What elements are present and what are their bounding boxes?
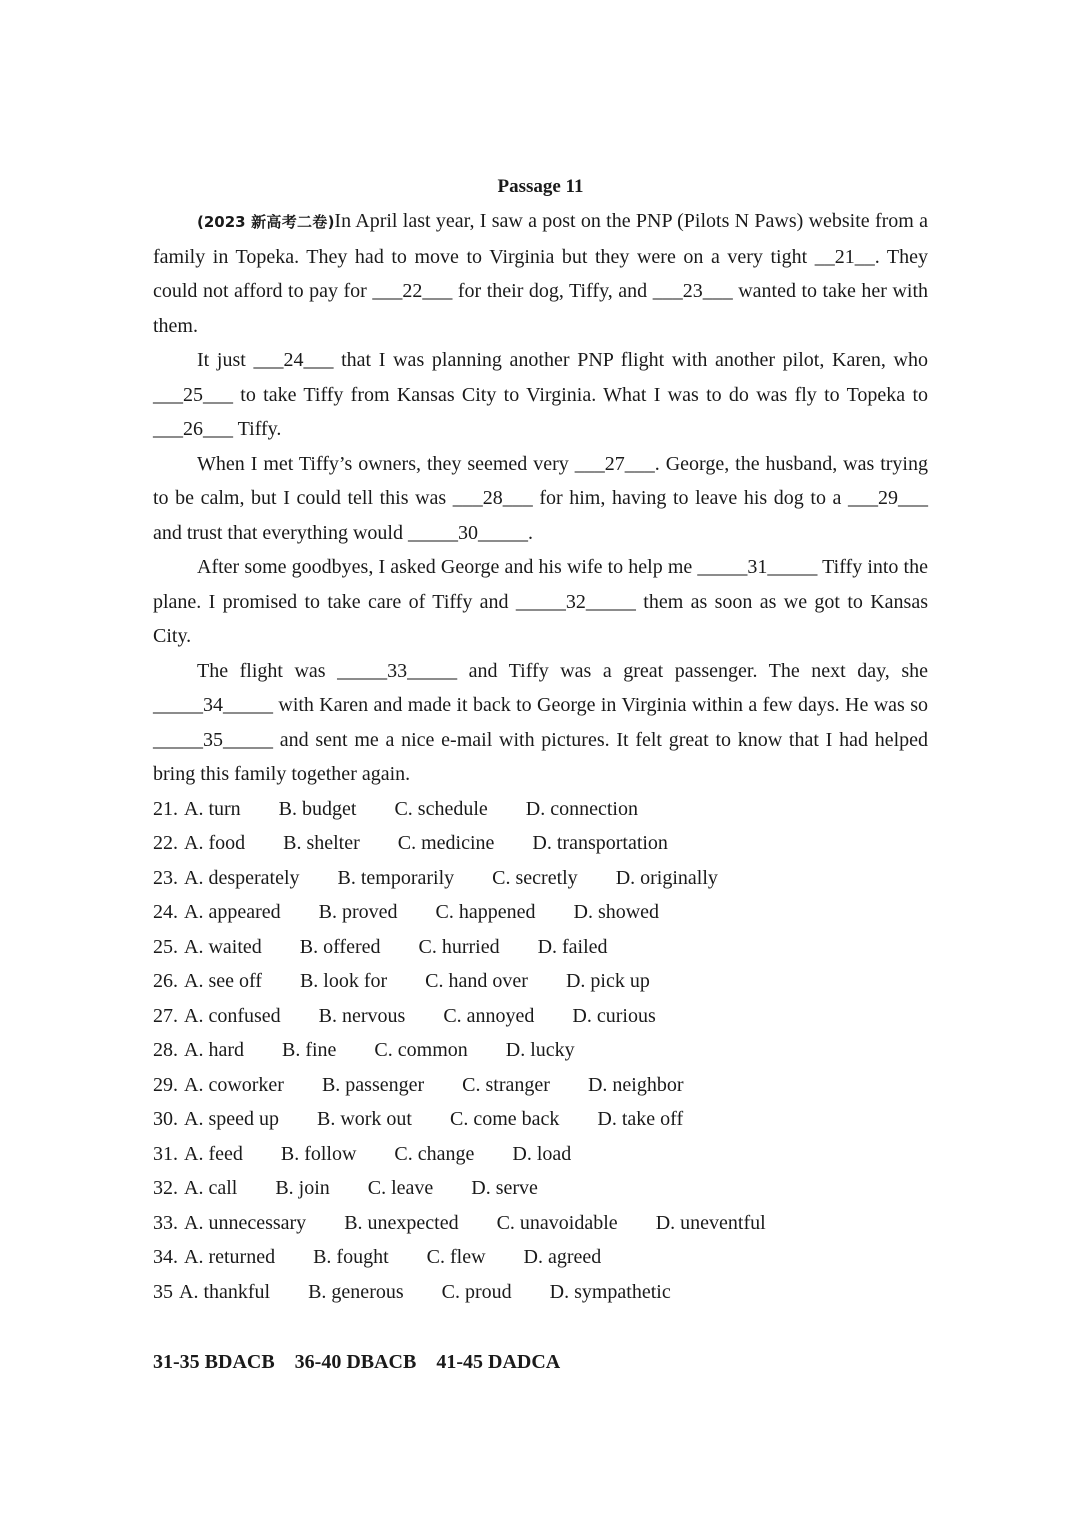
answer-option: D. uneventful xyxy=(655,1211,766,1234)
question-number: 32. xyxy=(153,1177,178,1199)
answer-option: D. pick up xyxy=(565,970,650,992)
answer-option: D. transportation xyxy=(532,832,668,854)
answer-option: C. happened xyxy=(435,901,536,923)
question-options-list xyxy=(153,792,928,1310)
answer-option: D. take off xyxy=(597,1108,684,1130)
question-row xyxy=(153,930,928,965)
question-row xyxy=(153,964,928,999)
answer-option: C. annoyed xyxy=(443,1004,535,1027)
answer-option: D. connection xyxy=(525,797,638,820)
question-number: 21. xyxy=(153,797,178,820)
answer-option: C. secretly xyxy=(492,866,578,889)
answer-option: B. offered xyxy=(299,935,381,958)
passage-body xyxy=(153,204,928,792)
answer-option: D. lucky xyxy=(505,1039,575,1061)
question-row xyxy=(153,1068,928,1103)
answer-option: B. temporarily xyxy=(337,866,455,889)
answer-option: B. shelter xyxy=(283,832,360,854)
answer-option: A. desperately xyxy=(184,866,300,889)
question-number: 22. xyxy=(153,832,178,854)
answer-option: A. appeared xyxy=(184,901,281,923)
question-row xyxy=(153,1033,928,1068)
question-number: 34. xyxy=(153,1246,178,1268)
question-row xyxy=(153,826,928,861)
question-row xyxy=(153,1171,928,1206)
answer-option: B. unexpected xyxy=(344,1211,459,1234)
question-number: 29. xyxy=(153,1073,178,1096)
question-number: 23. xyxy=(153,866,178,889)
answer-option: B. fought xyxy=(313,1246,389,1268)
document-page xyxy=(153,170,928,1309)
source-label: (2023 新高考二卷) xyxy=(197,213,335,231)
answer-option: C. leave xyxy=(367,1177,434,1199)
answer-option: C. hurried xyxy=(418,935,500,958)
answer-option: A. returned xyxy=(184,1246,276,1268)
question-number: 24. xyxy=(153,901,178,923)
answer-option: A. waited xyxy=(184,935,262,958)
answer-option: D. showed xyxy=(573,901,660,923)
answer-option: B. nervous xyxy=(318,1004,406,1027)
answer-option: A. unnecessary xyxy=(184,1211,307,1234)
passage-paragraph-5: The flight was _____33_____ and Tiffy was a great passenger. The next day, she _____34_____ with Karen and made it back to George in Virginia within a few days. He was so _____35_____ and sent me a nice e-mail with pictures. It felt great to know that I had helped bring this family together again. xyxy=(153,659,928,785)
answer-option: B. work out xyxy=(316,1108,412,1130)
answer-option: B. proved xyxy=(318,901,398,923)
answer-option: A. hard xyxy=(184,1039,244,1061)
question-number: 26. xyxy=(153,970,178,992)
question-row xyxy=(153,1206,928,1241)
answer-option: B. follow xyxy=(280,1142,357,1165)
passage-title: Passage 11 xyxy=(497,176,584,197)
passage-paragraph-3: When I met Tiffy’s owners, they seemed very ___27___. George, the husband, was trying to be calm, but I could tell this was ___28___ for him, having to leave his dog to a ___29___ and trust that everything would _____30_____. xyxy=(153,452,928,544)
answer-option: C. common xyxy=(374,1039,468,1061)
question-number: 31. xyxy=(153,1142,178,1165)
answer-option: A. turn xyxy=(184,797,241,820)
answer-option: C. flew xyxy=(426,1246,486,1268)
answer-option: B. join xyxy=(275,1177,330,1199)
answer-option: C. stranger xyxy=(462,1073,550,1096)
answer-option: C. hand over xyxy=(425,970,528,992)
answer-option: A. thankful xyxy=(179,1280,271,1303)
answer-option: D. neighbor xyxy=(587,1073,684,1096)
question-row xyxy=(153,1137,928,1172)
paragraph-text: In April last year, I saw a post on the PNP (Pilots N Paws) website from a family in Topeka. They had to move to Virginia but they were on a very tight __21__. They could not afford to pay for ___22___ for their dog, Tiffy, and ___23___ wanted to take her with them. xyxy=(153,210,928,337)
question-row xyxy=(153,1240,928,1275)
question-number: 35 xyxy=(153,1280,173,1303)
question-row xyxy=(153,861,928,896)
question-row xyxy=(153,792,928,827)
question-number: 27. xyxy=(153,1004,178,1027)
answer-option: A. confused xyxy=(184,1004,281,1027)
question-number: 33. xyxy=(153,1211,178,1234)
question-number: 25. xyxy=(153,935,178,958)
answer-option: C. proud xyxy=(441,1280,512,1303)
answer-option: B. fine xyxy=(281,1039,337,1061)
question-row xyxy=(153,999,928,1034)
answer-option: A. coworker xyxy=(184,1073,284,1096)
answer-option: A. call xyxy=(184,1177,238,1199)
answer-option: D. agreed xyxy=(523,1246,602,1268)
answer-option: D. failed xyxy=(537,935,608,958)
answer-option: D. originally xyxy=(615,866,718,889)
answer-option: B. generous xyxy=(308,1280,404,1303)
question-number: 30. xyxy=(153,1108,178,1130)
answer-option: C. unavoidable xyxy=(496,1211,618,1234)
answer-option: A. food xyxy=(184,832,246,854)
question-row xyxy=(153,1275,928,1310)
answer-option: C. schedule xyxy=(394,797,488,820)
passage-paragraph-1 xyxy=(153,204,928,343)
answer-option: D. load xyxy=(512,1142,572,1165)
passage-paragraph-4: After some goodbyes, I asked George and his wife to help me _____31_____ Tiffy into the plane. I promised to take care of Tiffy and _____32_____ them as soon as we got to Kansas City. xyxy=(153,556,928,647)
answer-option: C. medicine xyxy=(397,832,495,854)
answer-option: B. look for xyxy=(299,970,388,992)
answer-option: C. come back xyxy=(449,1108,560,1130)
passage-paragraph-2: It just ___24___ that I was planning another PNP flight with another pilot, Karen, who ___25___ to take Tiffy from Kansas City to Virginia. What I was to do was fly to Topeka to ___26___ Tiffy. xyxy=(153,349,928,440)
question-row xyxy=(153,1102,928,1137)
answer-option: B. budget xyxy=(278,797,357,820)
answer-option: D. curious xyxy=(572,1004,656,1027)
question-row xyxy=(153,895,928,930)
answer-option: A. speed up xyxy=(184,1108,279,1130)
answer-option: B. passenger xyxy=(321,1073,425,1096)
answer-key: 31-35 BDACB 36-40 DBACB 41-45 DADCA xyxy=(153,1351,561,1373)
answer-option: D. sympathetic xyxy=(549,1280,671,1303)
answer-option: A. feed xyxy=(184,1142,243,1165)
question-number: 28. xyxy=(153,1039,178,1061)
answer-option: C. change xyxy=(394,1142,475,1165)
answer-option: D. serve xyxy=(471,1177,538,1199)
answer-option: A. see off xyxy=(184,970,262,992)
